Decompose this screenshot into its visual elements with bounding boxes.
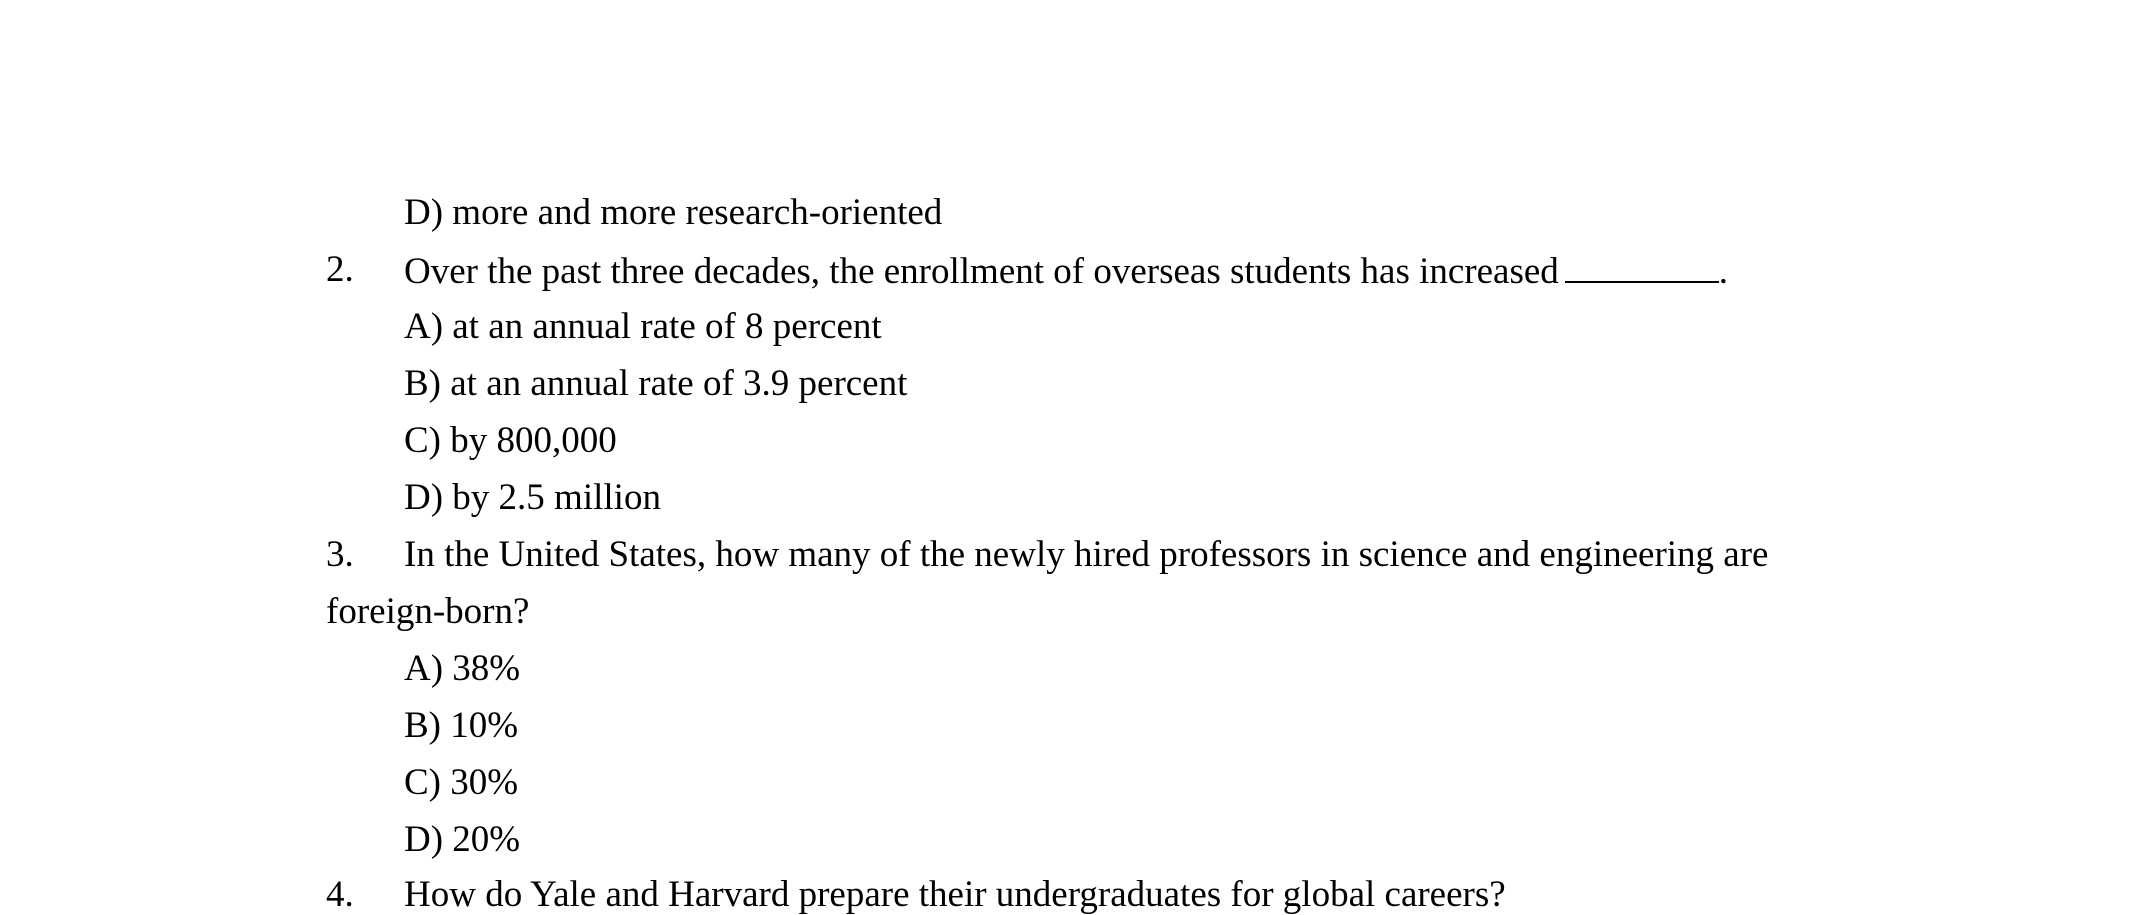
q3-option-b: B) 10%: [404, 705, 519, 746]
q3-number: 3.: [326, 534, 354, 575]
q2-option-b: B) at an annual rate of 3.9 percent: [404, 363, 908, 404]
q1-option-d: D) more and more research-oriented: [404, 192, 943, 233]
q3-option-c: C) 30%: [404, 762, 519, 803]
q3-option-a: A) 38%: [404, 648, 521, 689]
q2-option-a: A) at an annual rate of 8 percent: [404, 306, 882, 347]
q2-option-d: D) by 2.5 million: [404, 477, 661, 518]
q3-question-line1: In the United States, how many of the newly hired professors in science and engineering are: [404, 534, 1769, 575]
q2-question: [404, 251, 1728, 290]
q4-number: 4.: [326, 874, 354, 915]
q2-period: .: [1718, 251, 1729, 292]
q2-number: 2.: [326, 249, 354, 290]
q3-question-line2: foreign-born?: [326, 591, 530, 632]
q3-option-d: D) 20%: [404, 819, 521, 860]
q2-question-text: Over the past three decades, the enrollment of overseas students has increased: [404, 251, 1559, 292]
q2-option-c: C) by 800,000: [404, 420, 617, 461]
q4-question: How do Yale and Harvard prepare their undergraduates for global careers?: [404, 874, 1506, 915]
q2-answer-blank: [1565, 251, 1719, 283]
